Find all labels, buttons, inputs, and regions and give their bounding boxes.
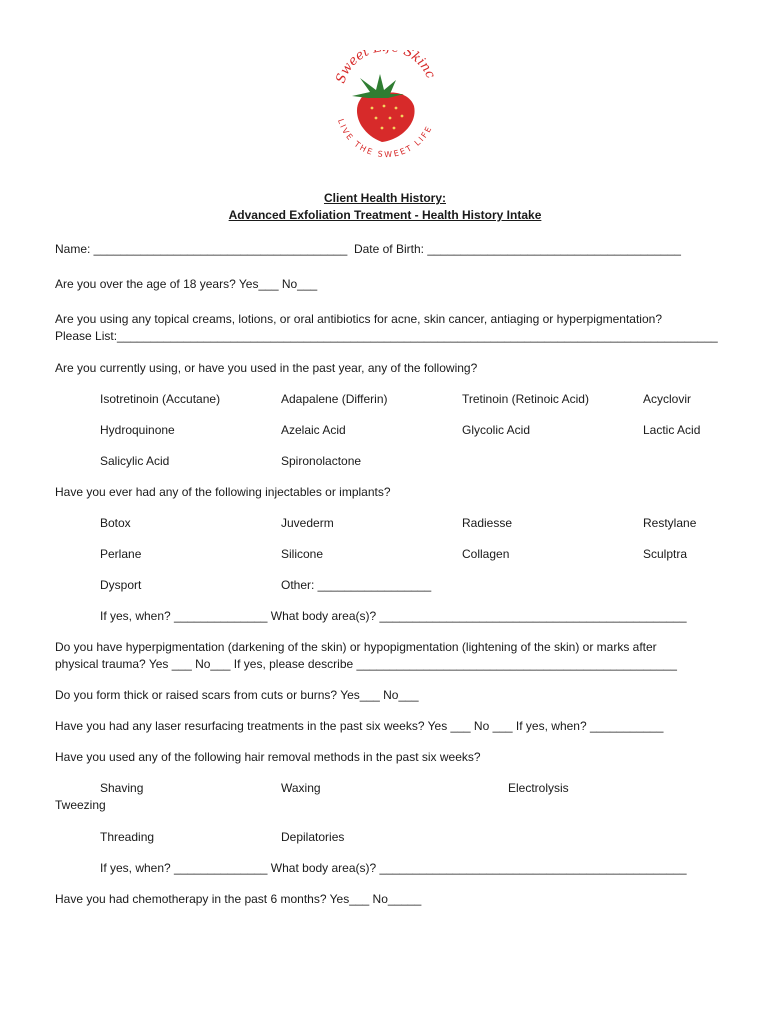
med-option: Acyclovir — [643, 392, 692, 406]
injectable-option: Silicone — [281, 547, 324, 561]
injectable-option: Dysport — [100, 578, 142, 592]
other-injectable-field[interactable]: Other: _________________ — [281, 578, 432, 592]
past-year-question: Are you currently using, or have you used in the past year, any of the following? — [55, 361, 478, 375]
age-question[interactable]: Are you over the age of 18 years? Yes___ No___ — [55, 277, 318, 291]
injectable-when-area-field[interactable]: If yes, when? ______________ What body area(s)? ______________________________________________ — [100, 609, 687, 623]
injectable-option: Collagen — [462, 547, 510, 561]
injectable-option: Radiesse — [462, 516, 513, 530]
hair-option: Depilatories — [281, 830, 345, 844]
hair-removal-question: Have you used any of the following hair removal methods in the past six weeks? — [55, 750, 481, 764]
med-option: Tretinoin (Retinoic Acid) — [462, 392, 589, 406]
med-option: Glycolic Acid — [462, 423, 531, 437]
pigmentation-answer-field[interactable]: physical trauma? Yes ___ No___ If yes, please describe ________________________________________________ — [55, 657, 677, 671]
injectable-option: Botox — [100, 516, 131, 530]
hair-option: Tweezing — [55, 798, 106, 812]
pigmentation-question: Do you have hyperpigmentation (darkening of the skin) or hypopigmentation (lightening of the skin) or marks after — [55, 640, 657, 654]
topical-question: Are you using any topical creams, lotions, or oral antibiotics for acne, skin cancer, antiaging or hyperpigmentation? — [55, 312, 662, 326]
injectable-option: Perlane — [100, 547, 142, 561]
hair-option: Shaving — [100, 781, 144, 795]
strawberry-logo-icon — [330, 50, 442, 168]
med-option: Isotretinoin (Accutane) — [100, 392, 221, 406]
form-title: Client Health History: — [323, 191, 446, 205]
med-option: Adapalene (Differin) — [281, 392, 388, 406]
chemotherapy-question[interactable]: Have you had chemotherapy in the past 6 months? Yes___ No_____ — [55, 892, 422, 906]
laser-question[interactable]: Have you had any laser resurfacing treatments in the past six weeks? Yes ___ No ___ If yes, when? ___________ — [55, 719, 664, 733]
svg-text:Sweet Life Skincare: Sweet Skinc — [333, 50, 438, 86]
med-option: Lactic Acid — [643, 423, 701, 437]
scars-question[interactable]: Do you form thick or raised scars from cuts or burns? Yes___ No___ — [55, 688, 419, 702]
med-option: Spironolactone — [281, 454, 362, 468]
form-subtitle: Advanced Exfoliation Treatment - Health History Intake — [228, 208, 542, 222]
injectable-option: Juvederm — [281, 516, 334, 530]
name-dob-field[interactable]: Name: ______________________________________ Date of Birth: ______________________________________ — [55, 242, 681, 256]
injectables-question: Have you ever had any of the following injectables or implants? — [55, 485, 391, 499]
hair-option: Waxing — [281, 781, 321, 795]
hair-option: Electrolysis — [508, 781, 569, 795]
med-option: Azelaic Acid — [281, 423, 346, 437]
svg-text:LIVE THE SWEET LIFE: LIVE THE SWEET LIFE — [335, 117, 435, 160]
med-option: Hydroquinone — [100, 423, 175, 437]
injectable-option: Restylane — [643, 516, 697, 530]
injectable-option: Sculptra — [643, 547, 688, 561]
hair-when-area-field[interactable]: If yes, when? ______________ What body area(s)? ______________________________________________ — [100, 861, 687, 875]
hair-option: Threading — [100, 830, 155, 844]
please-list-field[interactable]: Please List:__________________________________________________________________________________________ — [55, 329, 718, 343]
brand-logo — [330, 50, 442, 168]
med-option: Salicylic Acid — [100, 454, 170, 468]
